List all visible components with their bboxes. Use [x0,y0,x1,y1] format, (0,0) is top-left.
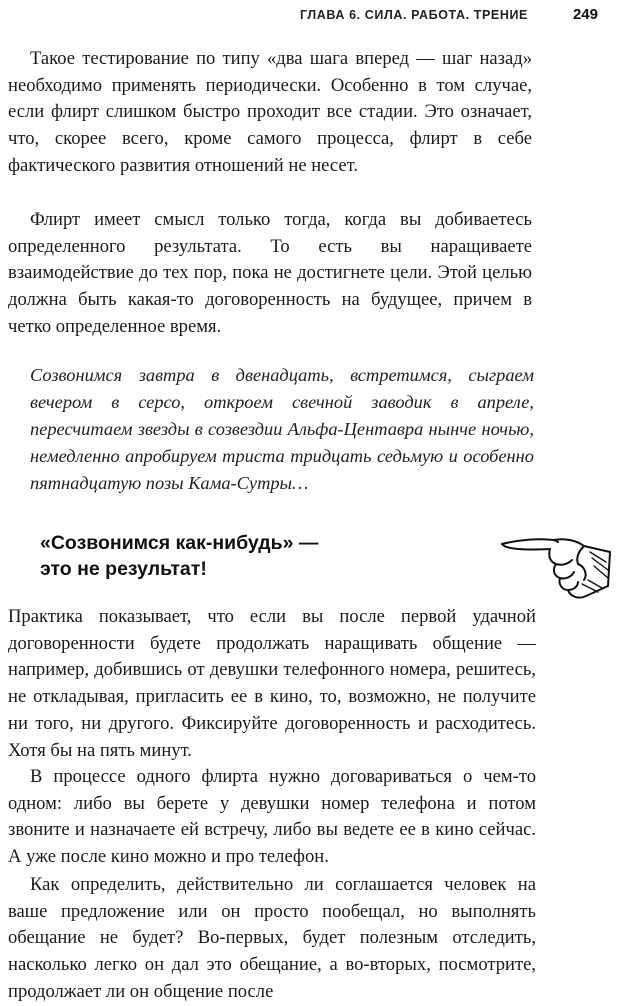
callout-heading-line-1: «Созвонимся как-нибудь» — [40,532,319,554]
paragraph-how-to-determine: Как определить, действительно ли соглашается человек на ваше предложение или он просто пообещал, но выполнять обещание не будет? Во-первых, будет полезным отследить, насколько легко он дал это обещание, а во-вторых, посмотрите, продолжает ли он общение после [8,874,536,1002]
paragraph-practice: Практика показывает, что если вы после первой удачной договоренности будете продолжать наращивать общение — например, добившись от девушки телефонного номера, решитесь, не откладывая, пригласить ее в кино, то, возможно, не получите ни того, ни другого. Фиксируйте договоренность и расходитесь. Хотя бы на пять минут. [8,606,536,761]
paragraph-one-agreement: В процессе одного флирта нужно договариваться о чем-то одном: либо вы берете у девушки номер телефона и потом звоните и назначаете ей встречу, либо вы ведете ее в кино сейчас. А уже после кино можно и про телефон. [8,766,536,868]
italic-quote: Созвонимся завтра в двенадцать, встретимся, сыграем вечером в серсо, откроем свечной заводик в апреле, пересчитаем звезды в созвездии Альфа-Центавра нынче ночью, немедленно апробируем триста тридцать седьмую и особенно пятнадцатую позы Кама-Сутры… [30,365,534,493]
pointing-hand-icon [498,522,614,604]
running-head [0,6,620,30]
page-number: 249 [572,6,598,23]
callout-heading [40,530,370,582]
chapter-title: ГЛАВА 6. СИЛА. РАБОТА. ТРЕНИЕ [300,8,528,22]
callout-heading-line-2: это не результат! [40,558,207,580]
paragraph-testing: Такое тестирование по типу «два шага вперед — шаг назад» необходимо применять периодически. Особенно в том случае, если флирт слишком быстро проходит все стадии. Это означает, что, скорее всего, кроме самого процесса, флирт в себе фактического развития отношений не несет. [8,48,532,176]
paragraph-flirt-meaning: Флирт имеет смысл только тогда, когда вы добиваетесь определенного результата. То есть вы наращиваете взаимодействие до тех пор, пока не достигнете цели. Этой целью должна быть какая-то договоренность на будущее, причем в четко определенное время. [8,209,532,337]
